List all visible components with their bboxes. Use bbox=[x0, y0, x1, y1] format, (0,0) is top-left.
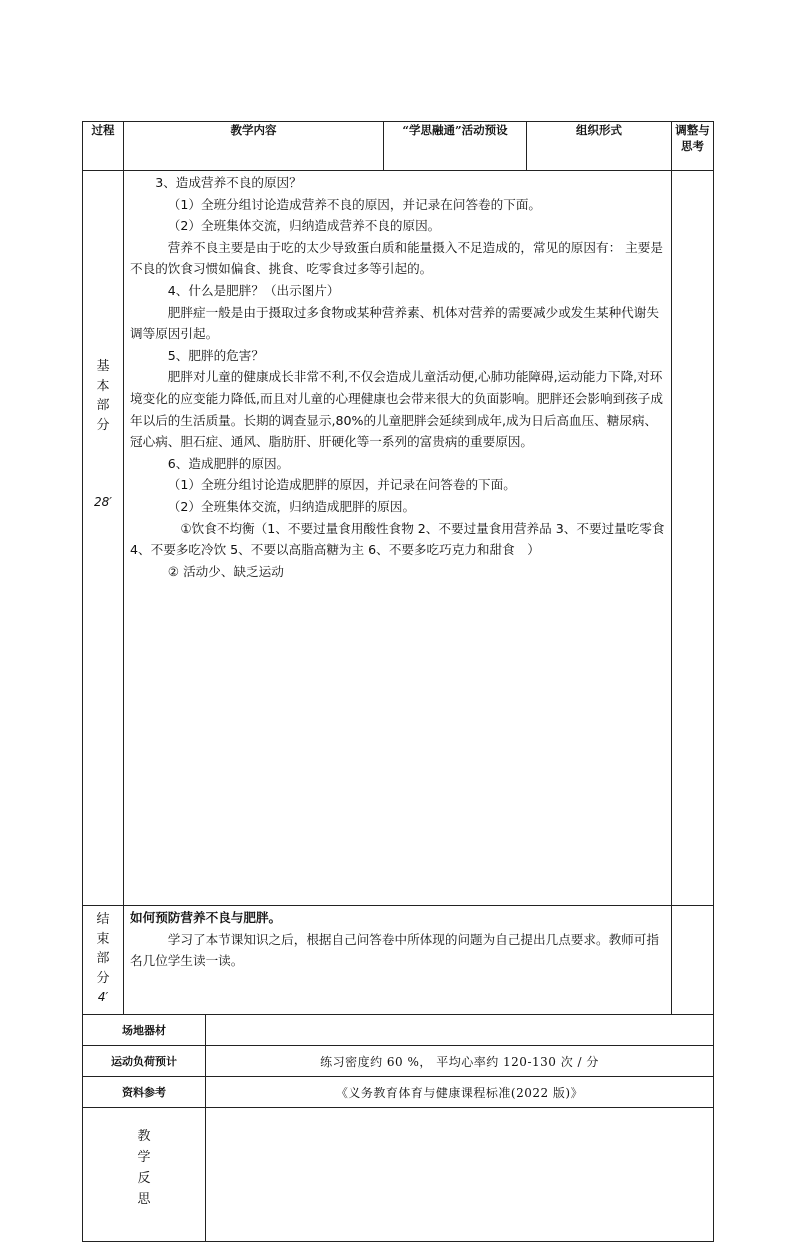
venue-value bbox=[206, 1015, 714, 1046]
stage-time: 4′ bbox=[97, 990, 109, 1004]
end-part-text: 学习了本节课知识之后，根据自己问答卷中所体现的问题为自己提出几点要求。教师可指名几位学生读一读。 bbox=[130, 931, 659, 969]
stage-char: 结 bbox=[96, 912, 110, 927]
reference-label: 资料参考 bbox=[83, 1077, 206, 1108]
stage-char: 束 bbox=[96, 931, 110, 947]
basic-part-stage bbox=[83, 171, 124, 906]
header-process: 过程 bbox=[83, 122, 124, 171]
reflection-label bbox=[83, 1108, 206, 1242]
content-line: 3、造成营养不良的原因？ bbox=[155, 175, 302, 190]
basic-part-row bbox=[83, 171, 714, 906]
stage-char: 基 bbox=[96, 359, 110, 374]
reflection-char: 思 bbox=[137, 1192, 151, 1207]
stage-time: 28′ bbox=[94, 495, 112, 509]
end-part-title: 如何预防营养不良与肥胖。 bbox=[130, 910, 282, 925]
header-activity: “学思融通”活动预设 bbox=[384, 122, 527, 171]
content-line: （1）全班分组讨论造成营养不良的原因，并记录在问答卷的下面。 bbox=[167, 196, 542, 212]
reference-row bbox=[83, 1077, 714, 1108]
header-organization: 组织形式 bbox=[527, 122, 672, 171]
reflection-row bbox=[83, 1108, 714, 1242]
end-part-content bbox=[124, 906, 672, 1015]
reflection-char: 反 bbox=[137, 1171, 151, 1186]
reflection-value bbox=[206, 1108, 714, 1242]
content-line: （2）全班集体交流，归纳造成营养不良的原因。 bbox=[167, 218, 441, 234]
end-part-row bbox=[83, 906, 714, 1015]
stage-char: 部 bbox=[96, 398, 110, 413]
stage-char: 分 bbox=[96, 417, 110, 433]
content-line: 营养不良主要是由于吃的太少导致蛋白质和能量摄入不足造成的，常见的原因有： 主要是不良的饮食习惯如偏食、挑食、吃零食过多等引起的。 bbox=[130, 239, 663, 277]
load-value: 练习密度约 60 %， 平均心率约 120-130 次 / 分 bbox=[206, 1046, 714, 1077]
reflection-char: 教 bbox=[137, 1129, 151, 1144]
header-adjust: 调整与思考 bbox=[672, 122, 714, 171]
stage-char: 本 bbox=[96, 378, 110, 394]
end-part-stage bbox=[83, 906, 124, 1015]
venue-row bbox=[83, 1015, 714, 1046]
content-line: 4、什么是肥胖？（出示图片） bbox=[167, 282, 340, 298]
content-line: （2）全班集体交流，归纳造成肥胖的原因。 bbox=[167, 498, 416, 514]
header-row bbox=[83, 122, 714, 171]
venue-label: 场地器材 bbox=[83, 1015, 206, 1046]
header-content: 教学内容 bbox=[124, 122, 384, 171]
end-part-adjust bbox=[672, 906, 714, 1015]
content-line: 6、造成肥胖的原因。 bbox=[167, 455, 290, 471]
content-line: 5、肥胖的危害？ bbox=[167, 347, 264, 363]
reference-value: 《义务教育体育与健康课程标准(2022 版)》 bbox=[206, 1077, 714, 1108]
basic-part-content bbox=[124, 171, 672, 906]
content-line: （1）全班分组讨论造成肥胖的原因，并记录在问答卷的下面。 bbox=[167, 477, 516, 493]
stage-char: 分 bbox=[96, 970, 110, 986]
content-line: 肥胖对儿童的健康成长非常不利,不仅会造成儿童活动便,心肺功能障碍,运动能力下降,对环境变化的应变能力降低,而且对儿童的心理健康也会带来很大的负面影响。肥胖还会影响到孩子成年以后的生活质量。长期的调查显示,80%的儿童肥胖会延续到成年,成为日后高血压、糖尿病、冠心病、胆石症、通风、脂肪肝、肝硬化等一系列的富贵病的重要原因。 bbox=[130, 369, 663, 450]
load-row bbox=[83, 1046, 714, 1077]
lesson-plan-table bbox=[82, 121, 714, 1242]
basic-part-adjust bbox=[672, 171, 714, 906]
reflection-char: 学 bbox=[137, 1150, 151, 1165]
content-line: 肥胖症一般是由于摄取过多食物或某种营养素、机体对营养的需要减少或发生某种代谢失调等原因引起。 bbox=[130, 304, 659, 342]
stage-char: 部 bbox=[96, 951, 110, 966]
content-line: ② 活动少、缺乏运动 bbox=[167, 563, 284, 579]
load-label: 运动负荷预计 bbox=[83, 1046, 206, 1077]
content-line: ①饮食不均衡（1、不要过量食用酸性食物 2、不要过量食用营养品 3、不要过量吃零食 4、不要多吃冷饮 5、不要以高脂高糖为主 6、不要多吃巧克力和甜食 ） bbox=[130, 520, 665, 558]
